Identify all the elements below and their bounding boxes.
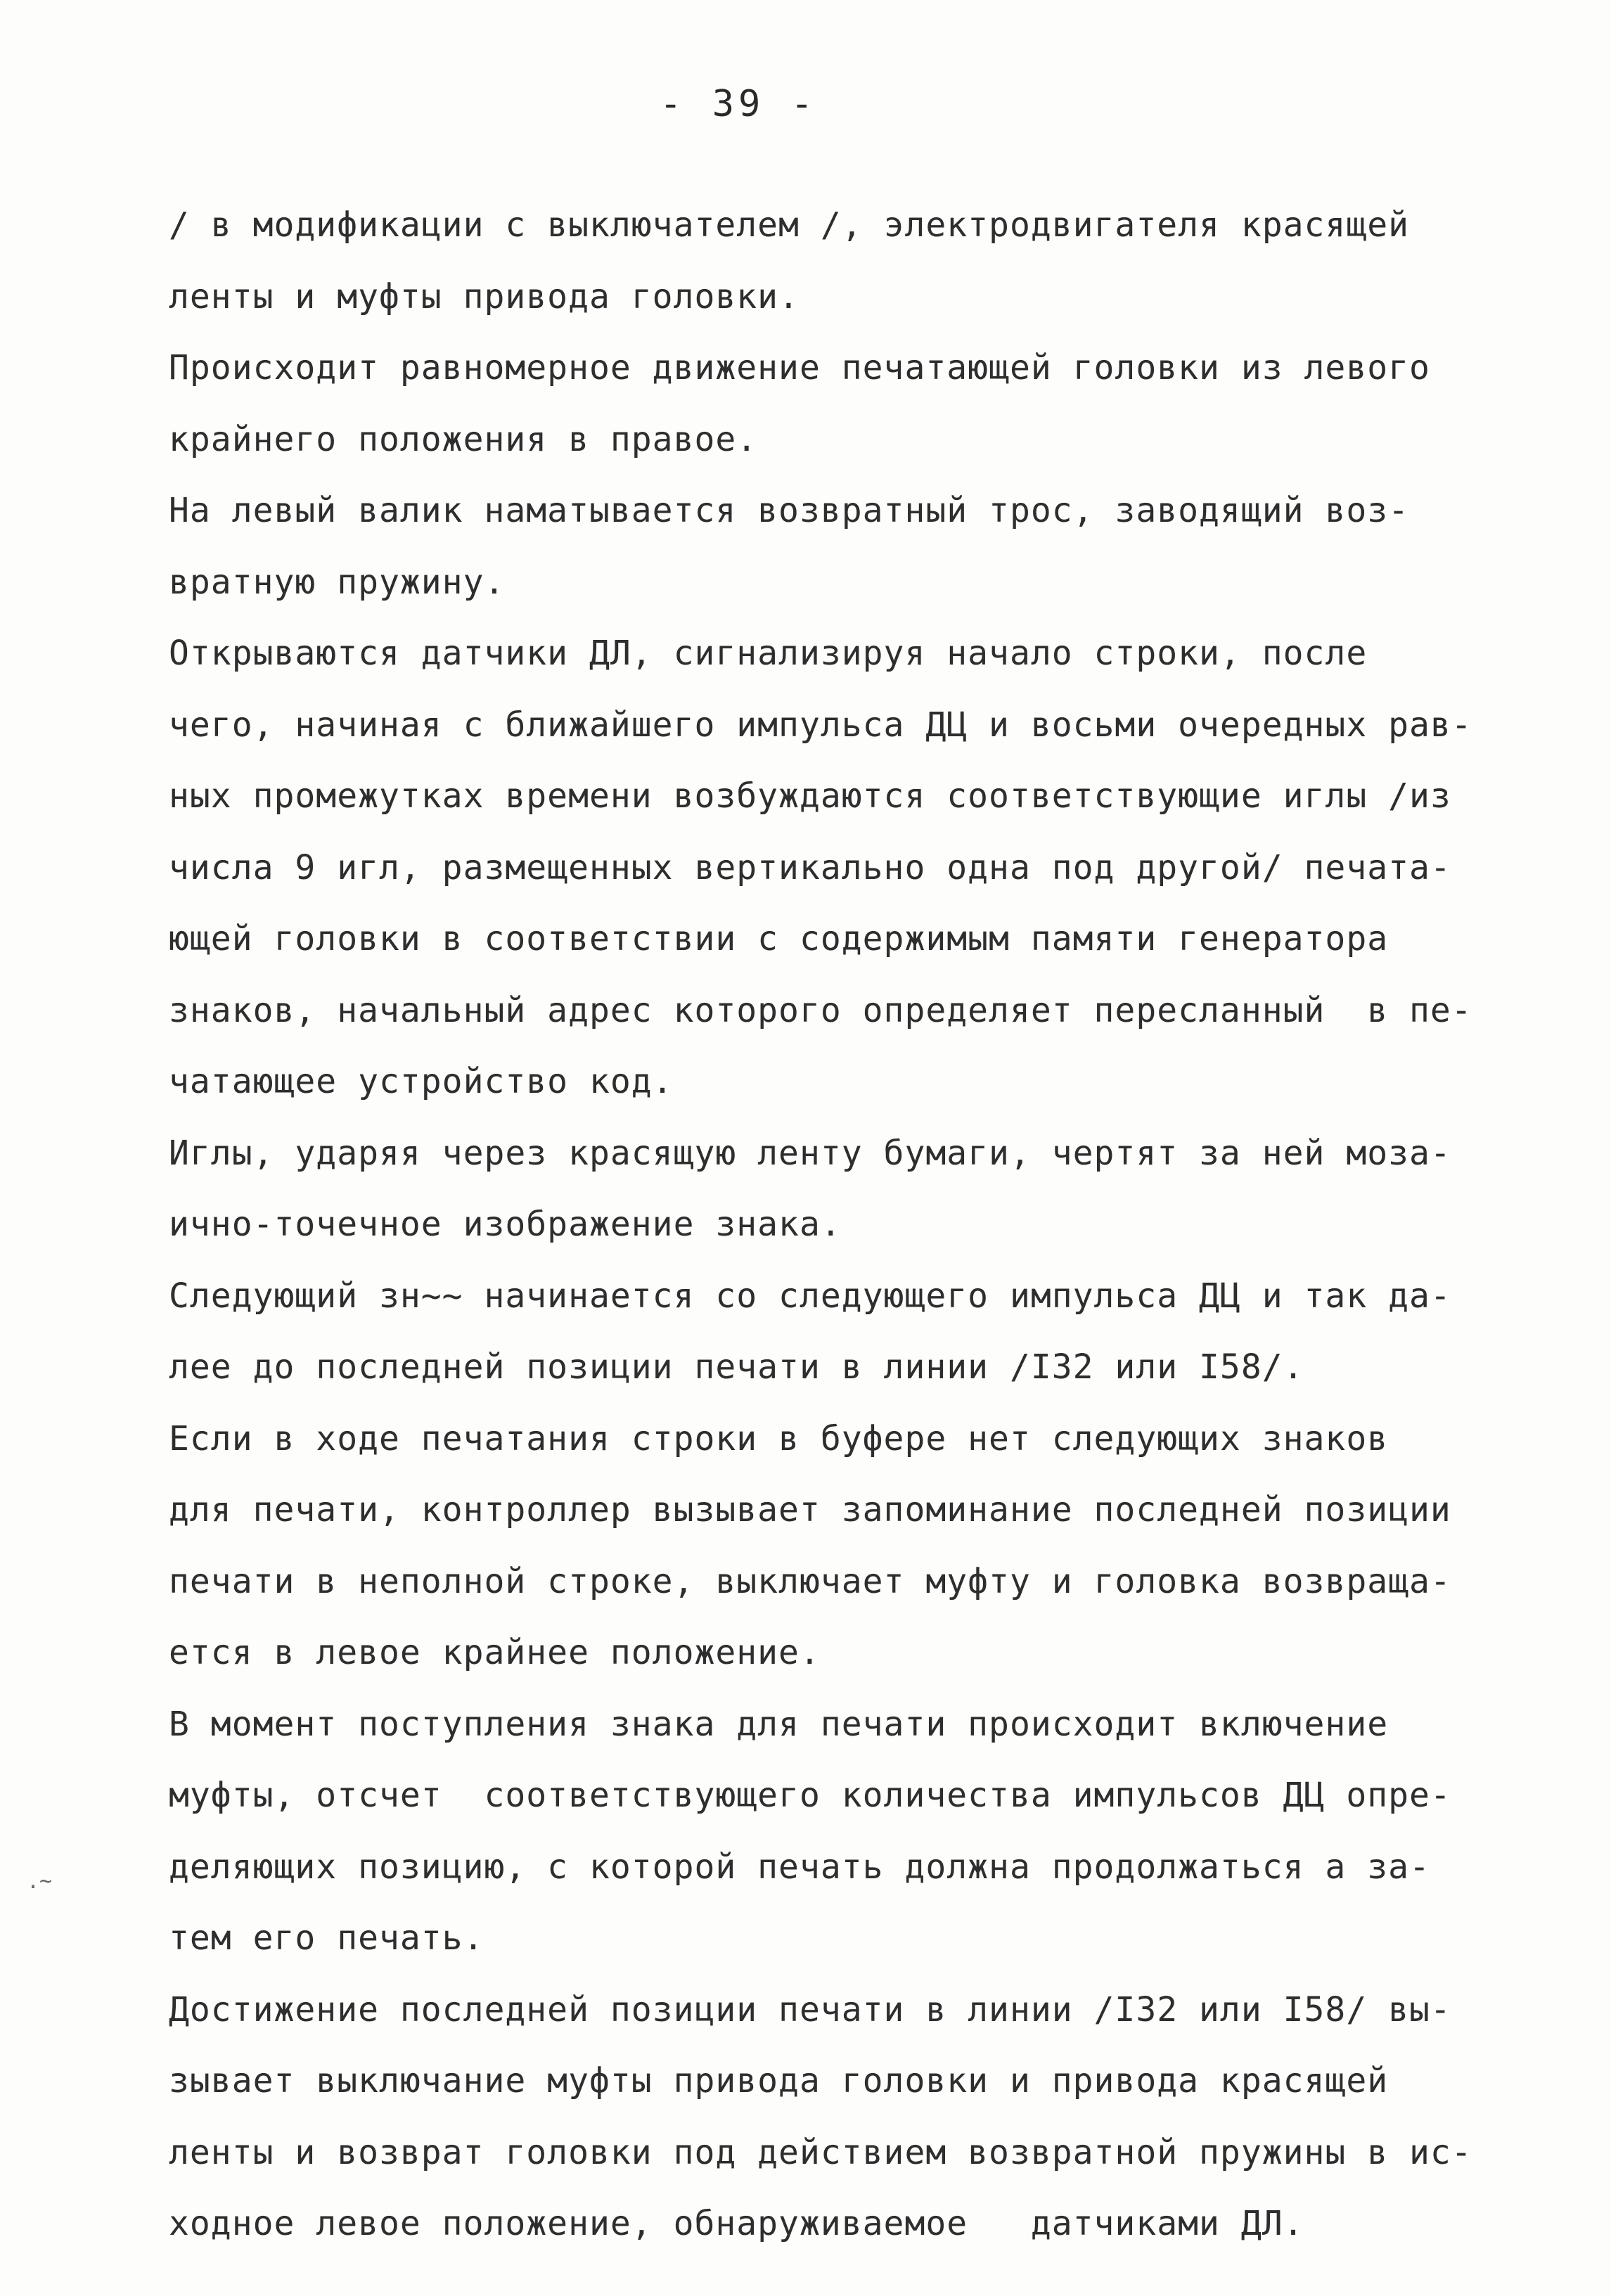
text-line: тем его печать. (169, 1918, 484, 1958)
text-line: ично-точечное изображение знака. (169, 1205, 842, 1244)
text-line: Если в ходе печатания строки в буфере нет следующих знаков (169, 1418, 1389, 1458)
text-line: знаков, начальный адрес которого определяет пересланный в пе- (169, 990, 1472, 1030)
text-line: Следующий зн~~ начинается со следующего импульса ДЦ и так да- (169, 1276, 1451, 1316)
text-line: Открываются датчики ДЛ, сигнализируя начало строки, после (169, 634, 1368, 673)
text-line: муфты, отсчет соответствующего количества импульсов ДЦ опре- (169, 1776, 1451, 1815)
text-line: ленты и муфты привода головки. (169, 276, 800, 316)
text-line: вратную пружину. (169, 562, 506, 602)
text-line: для печати, контроллер вызывает запоминание последней позиции (169, 1490, 1451, 1529)
text-line: ходное левое положение, обнаруживаемое датчиками ДЛ. (169, 2204, 1304, 2243)
text-line: числа 9 игл, размещенных вертикально одна под другой/ печата- (169, 847, 1451, 887)
text-line: чатающее устройство код. (169, 1062, 674, 1101)
text-line: лее до последней позиции печати в линии /I32 или I58/. (169, 1347, 1304, 1387)
body-text (169, 190, 1533, 2260)
text-line: ленты и возврат головки под действием возвратной пружины в ис- (169, 2132, 1472, 2172)
text-line: ющей головки в соответствии с содержимым памяти генератора (169, 919, 1389, 958)
text-line: крайнего положения в правое. (169, 419, 758, 459)
text-line: ется в левое крайнее положение. (169, 1633, 821, 1672)
text-line: ных промежутках времени возбуждаются соответствующие иглы /из (169, 776, 1451, 816)
text-line: Достижение последней позиции печати в линии /I32 или I58/ вы- (169, 1989, 1451, 2029)
page-number: - 39 - (660, 83, 817, 125)
text-line: печати в неполной строке, выключает муфту и головка возвраща- (169, 1561, 1451, 1601)
stray-mark: .~ (27, 1869, 53, 1894)
text-line: На левый валик наматывается возвратный трос, заводящий воз- (169, 491, 1410, 530)
text-line: Происходит равномерное движение печатающей головки из левого (169, 348, 1430, 387)
text-line: деляющих позицию, с которой печать должна продолжаться а за- (169, 1847, 1430, 1887)
text-line: / в модификации с выключателем /, электродвигателя красящей (169, 205, 1410, 245)
text-line: В момент поступления знака для печати происходит включение (169, 1704, 1389, 1744)
text-line: зывает выключание муфты привода головки и привода красящей (169, 2061, 1389, 2101)
text-line: Иглы, ударяя через красящую ленту бумаги, чертят за ней моза- (169, 1133, 1451, 1173)
text-line: чего, начиная с ближайшего импульса ДЦ и восьми очередных рав- (169, 705, 1472, 745)
